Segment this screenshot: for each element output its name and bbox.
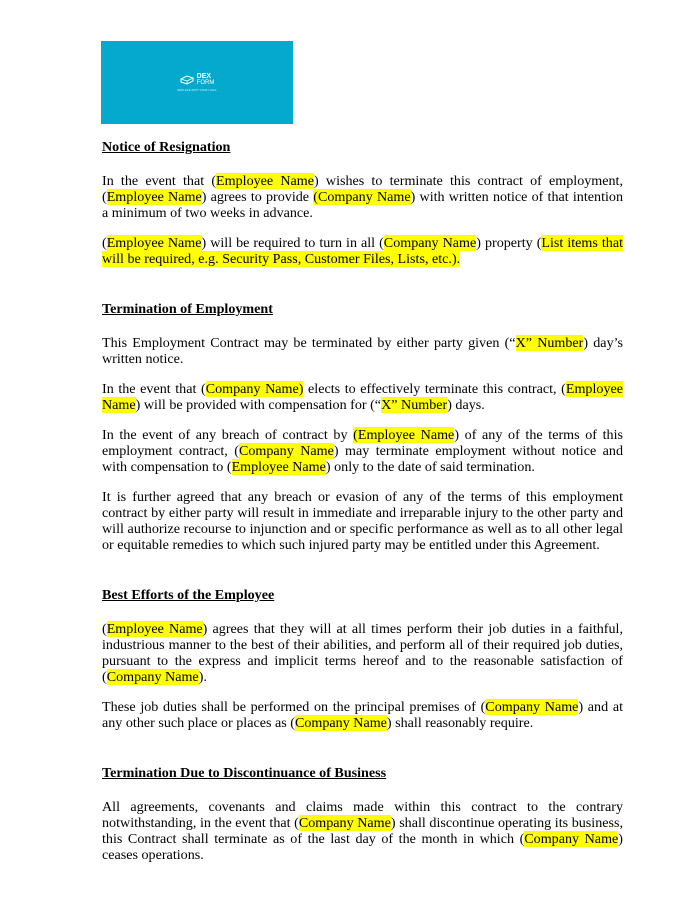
paragraph — [102, 173, 623, 221]
placeholder-highlight: Employee Name — [216, 173, 315, 189]
placeholder-highlight: Company Name — [106, 669, 199, 685]
company-logo — [101, 41, 293, 124]
text-run: ) day’s written notice. — [102, 335, 624, 367]
section-heading: Best Efforts of the Employee — [102, 587, 275, 603]
paragraph — [102, 489, 623, 553]
box-icon — [180, 75, 194, 85]
placeholder-highlight: Company Name — [524, 831, 619, 847]
text-run: ) of any of the terms of this employment contract, ( — [102, 427, 623, 459]
text-run: ( — [102, 235, 107, 251]
text-run: ). — [198, 669, 207, 685]
paragraph — [102, 621, 623, 685]
text-run: ) ceases operations. — [102, 831, 623, 863]
placeholder-highlight: X” Number — [515, 335, 584, 351]
logo-brand-line1: DEX — [196, 73, 212, 80]
text-run: All agreements, covenants and claims made within this contract to the contrary notwithstanding, in the event that ( — [102, 799, 623, 831]
placeholder-highlight: X” Number — [381, 397, 448, 413]
text-run: ) shall discontinue operating its business, this Contract shall terminate as of the last day of the month in which ( — [102, 815, 623, 847]
paragraph — [102, 381, 623, 413]
paragraph — [102, 427, 623, 475]
text-run: ) only to the date of said termination. — [325, 459, 535, 475]
placeholder-highlight: Employee Name — [102, 381, 623, 413]
paragraph — [102, 799, 623, 863]
text-run: This Employment Contract may be terminated by either party given (“ — [102, 335, 516, 351]
text-run: ) shall reasonably require. — [386, 715, 534, 731]
section-heading: Termination of Employment — [102, 301, 273, 317]
section-heading: Termination Due to Discontinuance of Business — [102, 765, 387, 781]
placeholder-highlight: Employee Name — [106, 189, 202, 205]
text-run: ) agrees to provide — [201, 189, 314, 205]
paragraph — [102, 699, 623, 731]
document-body — [102, 139, 623, 863]
text-run: In the event of any breach of contract by — [102, 427, 354, 443]
placeholder-highlight: Employee Name — [106, 621, 203, 637]
placeholder-highlight: Company Name — [238, 443, 334, 459]
text-run: ) days. — [447, 397, 485, 413]
text-run: elects to effectively terminate this contract, ( — [303, 381, 566, 397]
logo-brand-line2: FORM — [196, 80, 215, 86]
text-run: ) agrees that they will at all times perform their job duties in a faithful, industrious manner to the best of their abilities, and perform all of their required job duties, pursuant to the express and implicit terms hereof and to the reasonable satisfaction of ( — [102, 621, 623, 685]
text-run: In the event that ( — [102, 381, 206, 397]
text-run: ) may terminate employment without notice and with compensation to ( — [102, 443, 624, 475]
placeholder-highlight: Company Name — [298, 815, 391, 831]
placeholder-highlight: Company Name — [485, 699, 579, 715]
text-run: ) property ( — [476, 235, 542, 251]
text-run: ) with written notice of that intention a minimum of two weeks in advance. — [102, 189, 623, 221]
placeholder-highlight: Employee Name — [106, 235, 202, 251]
text-run: In the event that ( — [102, 173, 217, 189]
text-run: ) will be provided with compensation for (“ — [135, 397, 382, 413]
text-run: ) and at any other such place or places as ( — [102, 699, 623, 731]
logo-tagline: REPLACE WITH YOUR LOGO — [177, 89, 217, 92]
placeholder-highlight: (Company Name — [313, 189, 411, 205]
text-run: ) wishes to terminate this contract of employment, ( — [102, 173, 623, 205]
paragraph — [102, 235, 623, 267]
text-run: These job duties shall be performed on the principal premises of ( — [102, 699, 486, 715]
text-run: It is further agreed that any breach or evasion of any of the terms of this employment contract by either party will result in immediate and irreparable injury to the other party and will authorize recourse to injunction and or specific performance as well as to all other legal or equitable remedies to which such injured party may be entitled under this Agreement. — [102, 489, 623, 553]
placeholder-highlight: Employee Name — [231, 459, 326, 475]
placeholder-highlight: List items that will be required, e.g. Security Pass, Customer Files, Lists, etc.). — [102, 235, 623, 267]
placeholder-highlight: Company Name — [383, 235, 477, 251]
section-heading: Notice of Resignation — [102, 139, 231, 155]
text-run: ) will be required to turn in all ( — [201, 235, 384, 251]
text-run: ( — [102, 621, 107, 637]
placeholder-highlight: (Employee Name — [353, 427, 455, 443]
placeholder-highlight: Company Name — [294, 715, 387, 731]
paragraph — [102, 335, 623, 367]
placeholder-highlight: Company Name) — [205, 381, 304, 397]
